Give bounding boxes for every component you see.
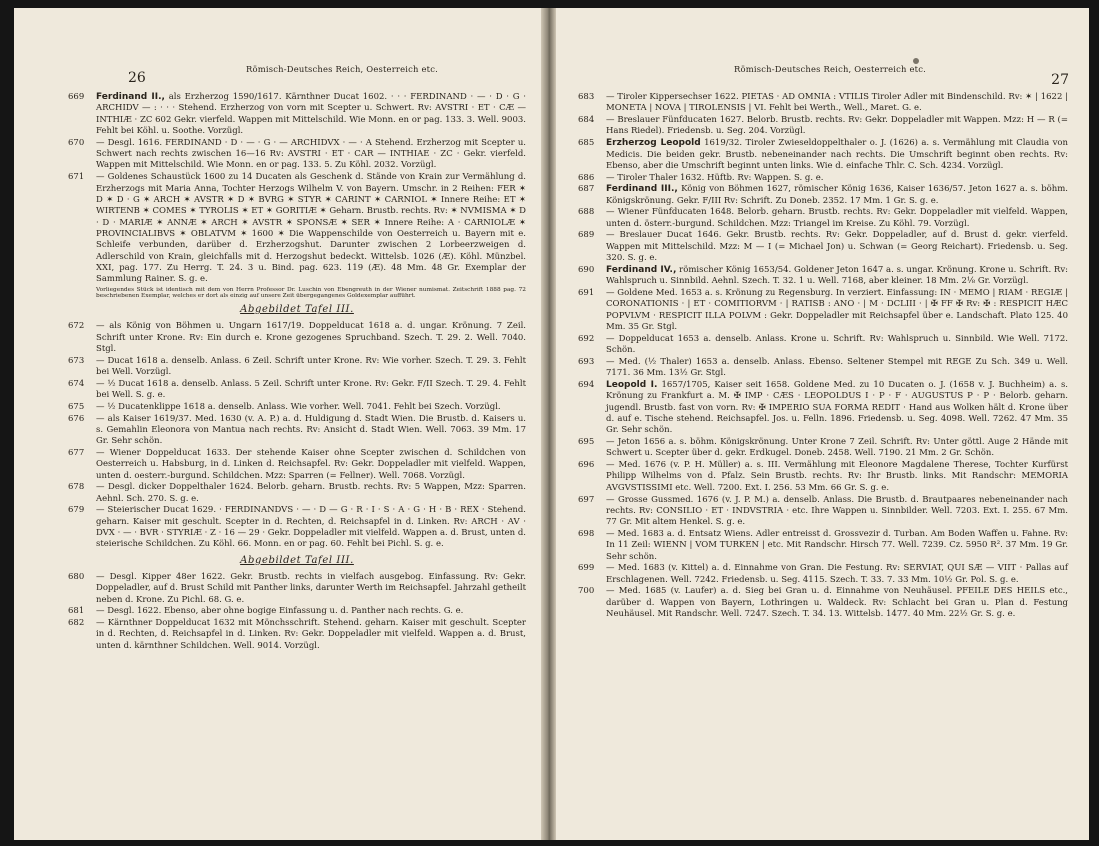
catalog-entry	[578, 586, 1068, 620]
entry-number: 675	[68, 401, 85, 412]
plate-reference: Abgebildet Tafel III.	[240, 304, 354, 316]
entry-number: 699	[578, 563, 595, 574]
entry-text: — ½ Ducatenklippe 1618 a. denselb. Anlass. Wie vorher. Well. 7041. Fehlt bei Szech. Vorzügl.	[96, 401, 501, 412]
entry-text: — Grosse Gussmed. 1676 (v. J. P. M.) a. denselb. Anlass. Die Brustb. d. Brautpaares nebeneinander nach rechts. Rv: CONSILIO · ET · INDVSTRIA · etc. Ihre Wappen u. Sinnbilder. Well. 7203. Ext. I. 255. 67 Mm. 77 Gr. Mit altem Henkel. S. g. e.	[606, 494, 1068, 528]
catalog-entry	[68, 356, 526, 379]
entry-text: — Goldenes Schaustück 1600 zu 14 Ducaten als Geschenk d. Stände von Krain zur Vermählung d. Erzherzogs mit Maria Anna, Tochter Herzogs Wilhelm V. von Bayern. Umschr. in 2 Reihen: FER ✶ D ✶ D · G ✶ ARCH ✶ AVSTR ✶ D ✶ BVRG ✶ STYR ✶ CARINT ✶ CARNIOL ✶ Innere Reihe: ET ✶ WIRTENB ✶ COMES ✶ TYROLIS ✶ ET ✶ GORITIÆ ✶ Geharn. Brustb. rechts. Rv: ✶ NVMISMA ✶ D · D · MARIÆ ✶ ANNÆ ✶ ARCH ✶ AVSTR ✶ SPONSÆ ✶ SER ✶ Innere Reihe: A · CARNIOLÆ ✶ PROVINCIALIBVS ✶ OBLATVM ✶ 1600 ✶ Die Wappenschilde von Oesterreich u. Bayern mit e. Schleife verbunden, darüber d. Erzherzogshut. Darunter zwischen 2 Lorbeerzweigen d. Adlerschild von Krain, gleichfalls mit d. Herzogshut bedeckt. Wittelsb. 1026 (Æ). Köhl. Münzbel. XXI, pag. 177. Zu Herrg. T. 24. 3 u. Bind. pag. 623. 119 (Æ). 48 Mm. 48 Gr. Exemplar der Sammlung Rainer. S. g. e.	[96, 172, 526, 285]
page-number-right: 27	[1051, 72, 1069, 88]
entry-text: als Erzherzog 1590/1617. Kärnthner Ducat 1602. · · · FERDINAND · — · D · G · ARCHIDV — : · · · Stehend. Erzherzog von vorn mit Scepter u. Schwert. Rv: AVSTRI · ET · CÆ — INTHIÆ · ZC 602 Gekr. vierfeld. Wappen mit Mittelschild. Wie Monn. en or pag. 133. 3. Well. 9003. Fehlt bei Köhl. u. Soothe. Vorzügl.	[96, 92, 526, 137]
running-head-left: Römisch-Deutsches Reich, Oesterreich etc.	[246, 64, 438, 74]
entry-text: — als König von Böhmen u. Ungarn 1617/19. Doppelducat 1618 a. d. ungar. Krönung. 7 Zeil. Schrift unter Krone. Rv: Ein durch e. Krone gezogenes Spruchband. Szech. T. 29. 2. Well. 7040. Stgl.	[96, 321, 526, 354]
catalog-entry	[578, 437, 1068, 460]
catalog-entry	[68, 572, 526, 606]
entry-text: — Desgl. Kipper 48er 1622. Gekr. Brustb. rechts in vielfach ausgebog. Einfassung. Rv: Gekr. Doppeladler, auf d. Brust Schild mit Panther links, darunter Werth im Reichsapfel. Jahrzahl getheilt neben d. Krone. Zu Pichl. 68. G. e.	[96, 571, 526, 605]
entry-number: 670	[68, 137, 85, 148]
catalog-entry	[578, 115, 1068, 138]
entry-number: 694	[578, 379, 595, 390]
catalog-entry	[68, 321, 526, 355]
entry-text: — Med. (½ Thaler) 1653 a. denselb. Anlass. Ebenso. Seltener Stempel mit REGE Zu Sch. 349 u. Well. 7171. 36 Mm. 13½ Gr. Stgl.	[606, 356, 1068, 379]
catalog-entry	[578, 92, 1068, 115]
entry-ruler-name: Ferdinand III.,	[606, 184, 678, 195]
entry-number: 687	[578, 184, 595, 195]
catalog-entry	[68, 606, 526, 617]
entry-text: — Desgl. 1616. FERDINAND · D · — · G · — ARCHIDVX · — · A Stehend. Erzherzog mit Scepter u. Schwert nach rechts zwischen 16—16 Rv: AVSTRI · ET · CAR — INTHIAE · ZC · Gekr. vierfeld. Wappen mit Mittelschild. Wie Monn. en or pag. 133. 5. Zu Köhl. 2032. Vorzügl.	[96, 137, 526, 171]
entry-text: römischer König 1653/54. Goldener Jeton 1647 a. s. ungar. Krönung. Krone u. Schrift. Rv: Wahlspruch u. Sinnbild. Aehnl. Szech. T. 32. 1 u. Well. 7168, aber kleiner. 18 Mm. 2⅛ Gr. Vorzügl.	[606, 264, 1068, 287]
left-page	[14, 8, 542, 840]
entry-number: 682	[68, 617, 85, 628]
entry-number: 698	[578, 528, 595, 539]
catalog-entry	[578, 230, 1068, 264]
entry-text: — als Kaiser 1619/37. Med. 1630 (v. A. P.) a. d. Huldigung d. Stadt Wien. Die Brustb. d. Kaisers u. s. Gemahlin Eleonora von Mantua nach rechts. Rv: Ansicht d. Stadt Wien. Well. 7063. 39 Mm. 17 Gr. Sehr schön.	[96, 413, 526, 447]
entry-text: — Breslauer Fünfducaten 1627. Belorb. Brustb. rechts. Rv: Gekr. Doppeladler mit Wappen. Mzz: H — R (= Hans Riedel). Friedensb. u. Seg. 204. Vorzügl.	[606, 115, 1068, 137]
entry-text: — Kärnthner Doppelducat 1632 mit Mönchsschrift. Stehend. geharn. Kaiser mit geschult. Scepter in d. Rechten, d. Reichsapfel in d. Linken. Rv: Gekr. Doppeladler mit vielfeld. Wappen a. d. Brust, unten d. kärnthner Schildchen. Well. 9014. Vorzügl.	[96, 617, 526, 651]
catalog-entry	[578, 138, 1068, 172]
entry-number: 677	[68, 447, 85, 458]
entry-text: — Goldene Med. 1653 a. s. Krönung zu Regensburg. In verziert. Einfassung: IN · MEMO | RIAM · REGIÆ | CORONATIONIS · | ET · COMITIORVM · | RATISB : ANO · | M · DCLIII · | ✠ FF ✠ Rv: ✠ : RESPICIT HÆC POPVLVM · RESPICIT ILLA POLVM : Gekr. Doppeladler mit Reichsapfel über e. Landschaft. Plato 125. 40 Mm. 35 Gr. Stgl.	[606, 287, 1068, 332]
catalog-entry	[68, 618, 526, 652]
running-head-right: Römisch-Deutsches Reich, Oesterreich etc.	[734, 64, 926, 74]
catalog-entry	[68, 414, 526, 448]
catalog-entry	[578, 334, 1068, 357]
catalog-entry	[578, 380, 1068, 437]
entry-number: 678	[68, 482, 85, 493]
catalog-entry	[578, 207, 1068, 230]
entry-number: 684	[578, 115, 595, 126]
entry-text: — Doppelducat 1653 a. denselb. Anlass. Krone u. Schrift. Rv: Wahlspruch u. Sinnbild. Wie Well. 7172. Schön.	[606, 333, 1068, 356]
entry-number: 685	[578, 138, 595, 149]
plate-reference: Abgebildet Tafel III.	[240, 554, 354, 566]
catalog-entry	[578, 184, 1068, 207]
entry-text: — Tiroler Thaler 1632. Hüftb. Rv: Wappen. S. g. e.	[606, 172, 824, 183]
entry-text: — Steierischer Ducat 1629. · FERDINANDVS · — · D — G · R · I · S · A · G · H · B · REX · Stehend. geharn. Kaiser mit geschult. Scepter in d. Rechten, d. Reichsapfel in d. Linken. Rv: ARCH · AV · DVX · — · BVR · STYRIÆ · Z · 16 — 29 · Gekr. Doppeladler mit vielfeld. Wappen a. d. Brust, unten d. steierische Schildchen. Zu Köhl. 66. Monn. en or pag. 60. Fehlt bei Pichl. S. g. e.	[96, 505, 526, 550]
entry-number: 688	[578, 207, 595, 218]
entry-number: 681	[68, 606, 85, 617]
entry-number: 691	[578, 287, 595, 298]
entry-text: — Ducat 1618 a. denselb. Anlass. 6 Zeil. Schrift unter Krone. Rv: Wie vorher. Szech. T. 29. 3. Fehlt bei Well. Vorzügl.	[96, 355, 526, 377]
catalog-entry	[68, 505, 526, 550]
catalog-entry	[68, 138, 526, 172]
entry-ruler-name: Erzherzog Leopold	[606, 138, 701, 149]
entry-ruler-name: Ferdinand II.,	[96, 92, 165, 102]
entry-number: 700	[578, 586, 595, 597]
entry-text: — Med. 1676 (v. P. H. Müller) a. s. III. Vermählung mit Eleonore Magdalene Therese, Tochter Kurfürst Philipp Wilhelms von d. Pfalz. Sein Brustb. rechts. Rv: Ihr Brustb. links. Mit Randschr: MEMORIA AVGVSTISSIMI etc. Well. 7200. Ext. I. 256. 53 Mm. 66 Gr. S. g. e.	[606, 460, 1068, 493]
entry-text: — Wiener Doppelducat 1633. Der stehende Kaiser ohne Scepter zwischen d. Schildchen von Oesterreich u. Habsburg, in d. Linken d. Reichsapfel. Rv: Gekr. Doppeladler mit vielfeld. Wappen, unten d. oesterr.-burgund. Schildchen. Mzz: Sparren (= Fellner). Well. 7068. Vorzügl.	[96, 447, 526, 481]
catalog-entry	[68, 379, 526, 402]
entry-ruler-name: Leopold I.	[606, 379, 658, 390]
catalog-entry	[68, 172, 526, 285]
book-gutter	[541, 8, 556, 840]
entry-number: 689	[578, 230, 595, 241]
entry-number: 697	[578, 494, 595, 505]
catalog-entry	[578, 357, 1068, 380]
entry-ruler-name: Ferdinand IV.,	[606, 264, 677, 275]
entry-text: — ½ Ducat 1618 a. denselb. Anlass. 5 Zeil. Schrift unter Krone. Rv: Gekr. F/II Szech. T. 29. 4. Fehlt bei Well. S. g. e.	[96, 378, 526, 401]
entry-text: — Desgl. dicker Doppelthaler 1624. Belorb. geharn. Brustb. rechts. Rv: 5 Wappen, Mzz: Sparren. Aehnl. Sch. 270. S. g. e.	[96, 482, 526, 504]
catalog-entry	[68, 482, 526, 505]
entry-text: König von Böhmen 1627, römischer König 1636, Kaiser 1636/57. Jeton 1627 a. s. böhm. Königskrönung. Gekr. F/III Rv: Schrift. Zu Doneb. 2352. 17 Mm. 1 Gr. S. g. e.	[606, 184, 1069, 206]
entry-text: 1657/1705, Kaiser seit 1658. Goldene Med. zu 10 Ducaten o. J. (1658 v. J. Buchheim) a. s. Krönung zu Frankfurt a. M. ✠ IMP · CÆS · LEOPOLDUS I · P · F · AUGUSTUS P · P · Belorb. geharn. jugendl. Brustb. fast von vorn. Rv: ✠ IMPERIO SUA FORMA REDIT · Hand aus Wolken hält d. Krone über d. auf e. Tische stehend. Reichsapfel. Jos. u. Felln. 1896. Friedensb. u. Seg. 4098. Well. 7262. 47 Mm. 35 Gr. Sehr schön.	[606, 379, 1069, 436]
entry-text: — Med. 1683 (v. Kittel) a. d. Einnahme von Gran. Die Festung. Rv: SERVIAT, QUI SÆ — VIIT · Pallas auf Erschlagenen. Well. 7242. Friedensb. u. Seg. 4115. Szech. T. 33. 7. 33 Mm. 10½ Gr. Pol. S. g. e.	[606, 563, 1068, 585]
entry-number: 672	[68, 321, 85, 332]
entry-number: 676	[68, 413, 85, 424]
entry-text: — Desgl. 1622. Ebenso, aber ohne bogige Einfassung u. d. Panther nach rechts. G. e.	[96, 606, 464, 617]
entry-text: — Breslauer Ducat 1646. Gekr. Brustb. rechts. Rv: Gekr. Doppeladler, auf d. Brust d. gekr. vierfeld. Wappen mit Mittelschild. Mzz: M — I (= Michael Jon) u. Schwan (= Georg Reichart). Friedensb. u. Seg. 320. S. g. e.	[606, 230, 1068, 264]
right-page	[556, 8, 1089, 840]
right-page-body	[578, 92, 1068, 621]
entry-text: — Wiener Fünfducaten 1648. Belorb. geharn. Brustb. rechts. Rv: Gekr. Doppeladler mit vielfeld. Wappen, unten d. österr.-burgund. Schildchen. Mzz: Triangel im Kreise. Zu Köhl. 79. Vorzügl.	[606, 207, 1068, 229]
entry-number: 674	[68, 378, 85, 389]
catalog-entry	[578, 288, 1068, 333]
catalog-entry	[68, 92, 526, 137]
entry-number: 671	[68, 172, 85, 183]
catalog-entry	[68, 448, 526, 482]
entry-number: 679	[68, 505, 85, 516]
entry-number: 696	[578, 460, 595, 471]
catalog-entry	[578, 563, 1068, 586]
entry-text: — Tiroler Kippersechser 1622. PIETAS · AD OMNIA : VTILIS Tiroler Adler mit Bindenschild. Rv: ✶ | 1622 | MONETA | NOVA | TIROLENSIS | VI. Fehlt bei Werth., Well., Maret. G. e.	[606, 92, 1068, 114]
entry-text: 1619/32. Tiroler Zwieseldoppelthaler o. J. (1626) a. s. Vermählung mit Claudia von Medicis. Die beiden gekr. Brustb. nebeneinander nach rechts. Die Umschrift beginnt oben rechts. Rv: Ebenso, aber die Umschrift beginnt unten links. Wie d. einfache Thlr. C. Sch. 4234. Vorzügl.	[606, 138, 1069, 171]
footnote: Vorliegendes Stück ist identisch mit dem von Herrn Professor Dr. Luschin von Ebengreuth in der Wiener numismat. Zeitschrift 1888 pag. 72 beschriebenen Exemplar, welches er dort als einzig auf unsere Zeit übergegangenes Goldexemplar aufführt.	[96, 286, 526, 300]
entry-number: 669	[68, 92, 85, 102]
catalog-entry	[578, 173, 1068, 184]
entry-text: — Med. 1683 a. d. Entsatz Wiens. Adler entreisst d. Grossvezir d. Turban. Am Boden Waffen u. Fahne. Rv: In 11 Zeil: WIENN | VOM TURKEN | etc. Mit Randschr. Hirsch 77. Well. 7239. Cz. 5950 R². 37 Mm. 19 Gr. Sehr schön.	[606, 528, 1068, 562]
catalog-entry	[578, 495, 1068, 529]
entry-number: 693	[578, 356, 595, 367]
entry-text: — Med. 1685 (v. Laufer) a. d. Sieg bei Gran u. d. Einnahme von Neuhäusel. PFEILE DES HEILS etc., darüber d. Wappen von Bayern, Lothringen u. Waldeck. Rv: Schlacht bei Gran u. Plan d. Festung Neuhäusel. Mit Randschr. Well. 7247. Szech. T. 34. 13. Wittelsb. 1477. 40 Mm. 22½ Gr. S. g. e.	[606, 586, 1068, 620]
entry-text: — Jeton 1656 a. s. böhm. Königskrönung. Unter Krone 7 Zeil. Schrift. Rv: Unter göttl. Auge 2 Hände mit Schwert u. Scepter über d. gekr. Erdkugel. Doneb. 2458. Well. 7190. 21 Mm. 2 Gr. Schön.	[606, 437, 1068, 459]
entry-number: 683	[578, 92, 595, 102]
left-page-body	[68, 92, 526, 652]
catalog-entry	[68, 402, 526, 413]
entry-number: 680	[68, 571, 85, 582]
entry-number: 690	[578, 264, 595, 275]
catalog-entry	[578, 529, 1068, 563]
entry-number: 686	[578, 172, 595, 183]
entry-number: 673	[68, 355, 85, 366]
entry-number: 692	[578, 333, 595, 344]
page-number-left: 26	[128, 70, 146, 86]
catalog-entry	[578, 265, 1068, 288]
catalog-entry	[578, 460, 1068, 494]
entry-number: 695	[578, 437, 595, 447]
